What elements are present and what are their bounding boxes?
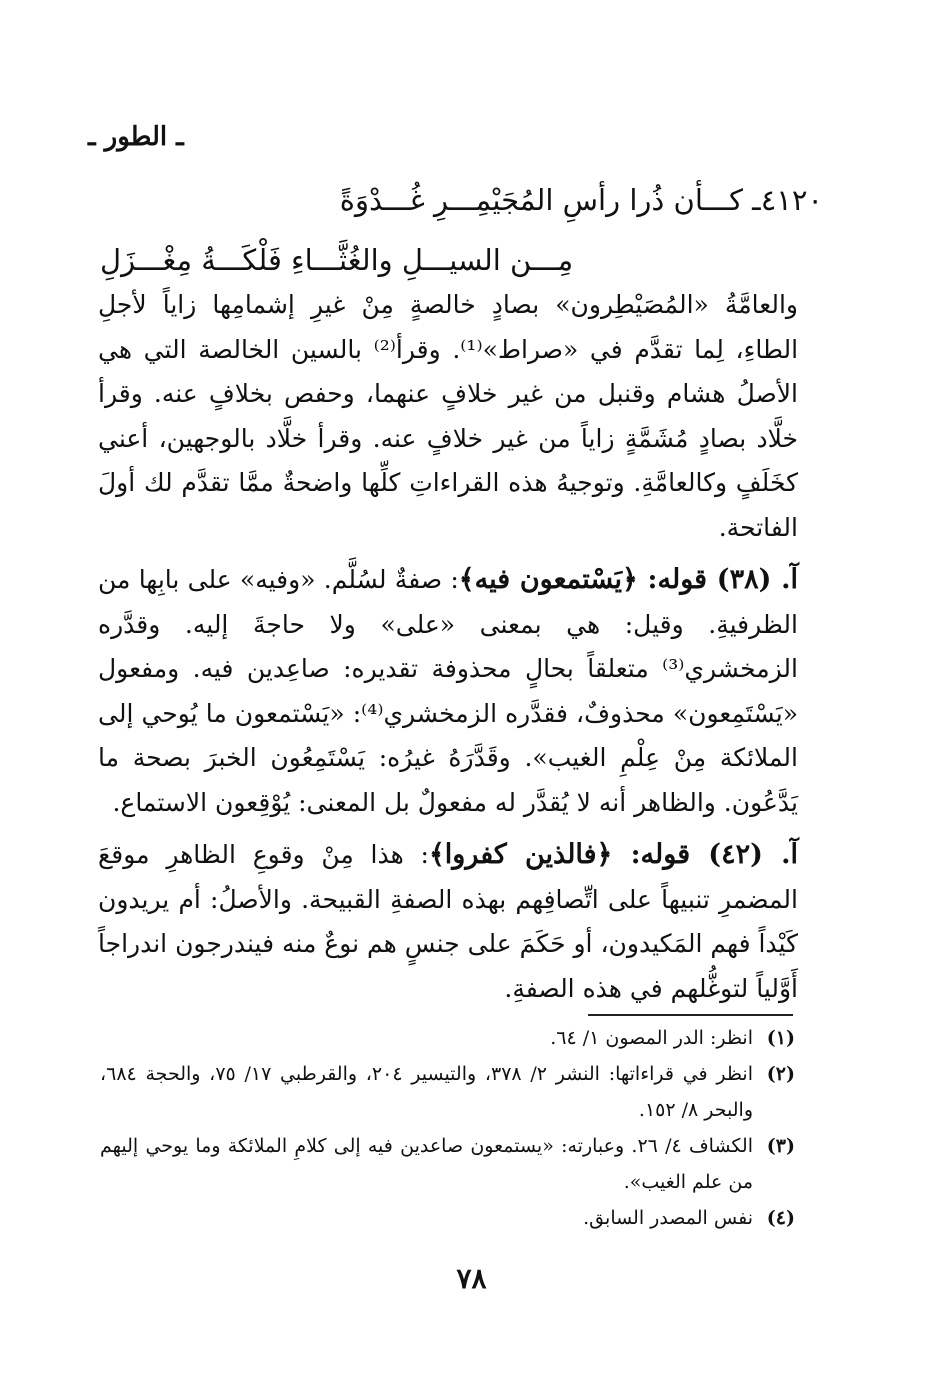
paragraph-text: : هذا مِنْ وقوعِ الظاهرِ موقعَ المضمرِ تنبيهاً على اتِّصافِهم بهذه الصفةِ القبيحة. والأصلُ: أم يريدون كَيْداً فهم المَكيدون، أو حَكَمَ على جنسٍ هم نوعٌ منه فيندرجون اندراجاً أَوَّلياً لتوغُّلهم في هذه الصفةِ. [98, 840, 798, 1003]
footnote-item [100, 1056, 795, 1128]
footnote-item [100, 1128, 795, 1200]
page-number: ٧٨ [456, 1262, 487, 1295]
footnotes [100, 1020, 795, 1236]
commentary-body [98, 283, 798, 1011]
verse-reference: آ. (٣٨) قوله: ﴿يَسْتمعون فيه﴾ [458, 564, 798, 595]
paragraph-qiraat [98, 283, 798, 550]
running-header: ـ الطور ـ [88, 122, 184, 152]
paragraph-text: والعامَّةُ «المُصَيْطِرون» بصادٍ خالصةٍ مِنْ غيرِ إشمامِها زاياً لأجلِ الطاءِ، لِما تقدَّم في «صراط»⁽¹⁾. وقرأ⁽²⁾ بالسين الخالصة التي هي الأصلُ هشام وقنبل من غير خلافٍ عنهما، وحفص بخلافٍ عنه. وقرأ خلَّاد بصادٍ مُشَمَّةٍ زاياً من غير خلافٍ عنه. وقرأ خلَّاد بالوجهين، أعني كخَلَفٍ وكالعامَّةِ. وتوجيهُ هذه القراءاتِ كلِّها واضحةٌ ممَّا تقدَّم لك أولَ الفاتحة. [98, 290, 799, 542]
verse-line-1: ٤١٢٠ـ كـــأن ذُرا رأسِ المُجَيْمِـــرِ غُـــدْوَةً [339, 183, 823, 217]
footnote-number: (١) [766, 1027, 795, 1049]
paragraph-text: : صفةٌ لسُلَّم. «وفيه» على بابِها من الظرفيةِ. وقيل: هي بمعنى «على» ولا حاجةَ إليه. وقدَّره الزمخشري⁽³⁾ متعلقاً بحالٍ محذوفة تقديره: صاعِدين فيه. ومفعول «يَسْتَمِعون» محذوفٌ، فقدَّره الزمخشري⁽⁴⁾: «يَسْتمعون ما يُوحي إلى الملائكة مِنْ عِلْمِ الغيب». وقَدَّرَهُ غيرُه: يَسْتَمِعُون الخبرَ بصحة ما يَدَّعُون. والظاهر أنه لا يُقدَّر له مفعولٌ بل المعنى: يُوْقِعون الاستماع. [98, 565, 799, 817]
verse-line-2: مِـــن السيـــلِ والغُثَّـــاءِ فَلْكَـــةُ مِغْـــزَلِ [100, 243, 574, 277]
verse-reference: آ. (٤٢) قوله: ﴿فالذين كفروا﴾ [428, 839, 798, 870]
footnote-number: (٢) [766, 1063, 795, 1085]
footnote-separator [588, 1014, 793, 1016]
footnote-item [100, 1200, 795, 1236]
footnote-text: نفس المصدر السابق. [583, 1207, 753, 1229]
footnote-text: انظر في قراءاتها: النشر ٢/ ٣٧٨، والتيسير ٢٠٤، والقرطبي ١٧/ ٧٥، والحجة ٦٨٤، والبحر ٨/ ١٥٢. [100, 1063, 753, 1121]
footnote-number: (٤) [766, 1207, 795, 1229]
footnote-text: الكشاف ٤/ ٢٦. وعبارته: «يستمعون صاعدين فيه إلى كلامِ الملائكة وما يوحي إليهم من علم الغيب». [100, 1135, 753, 1193]
paragraph-verse-42 [98, 833, 798, 1011]
footnote-number: (٣) [766, 1135, 795, 1157]
paragraph-verse-38 [98, 558, 798, 825]
footnote-text: انظر: الدر المصون ١/ ٦٤. [550, 1027, 753, 1049]
footnote-item [100, 1020, 795, 1056]
